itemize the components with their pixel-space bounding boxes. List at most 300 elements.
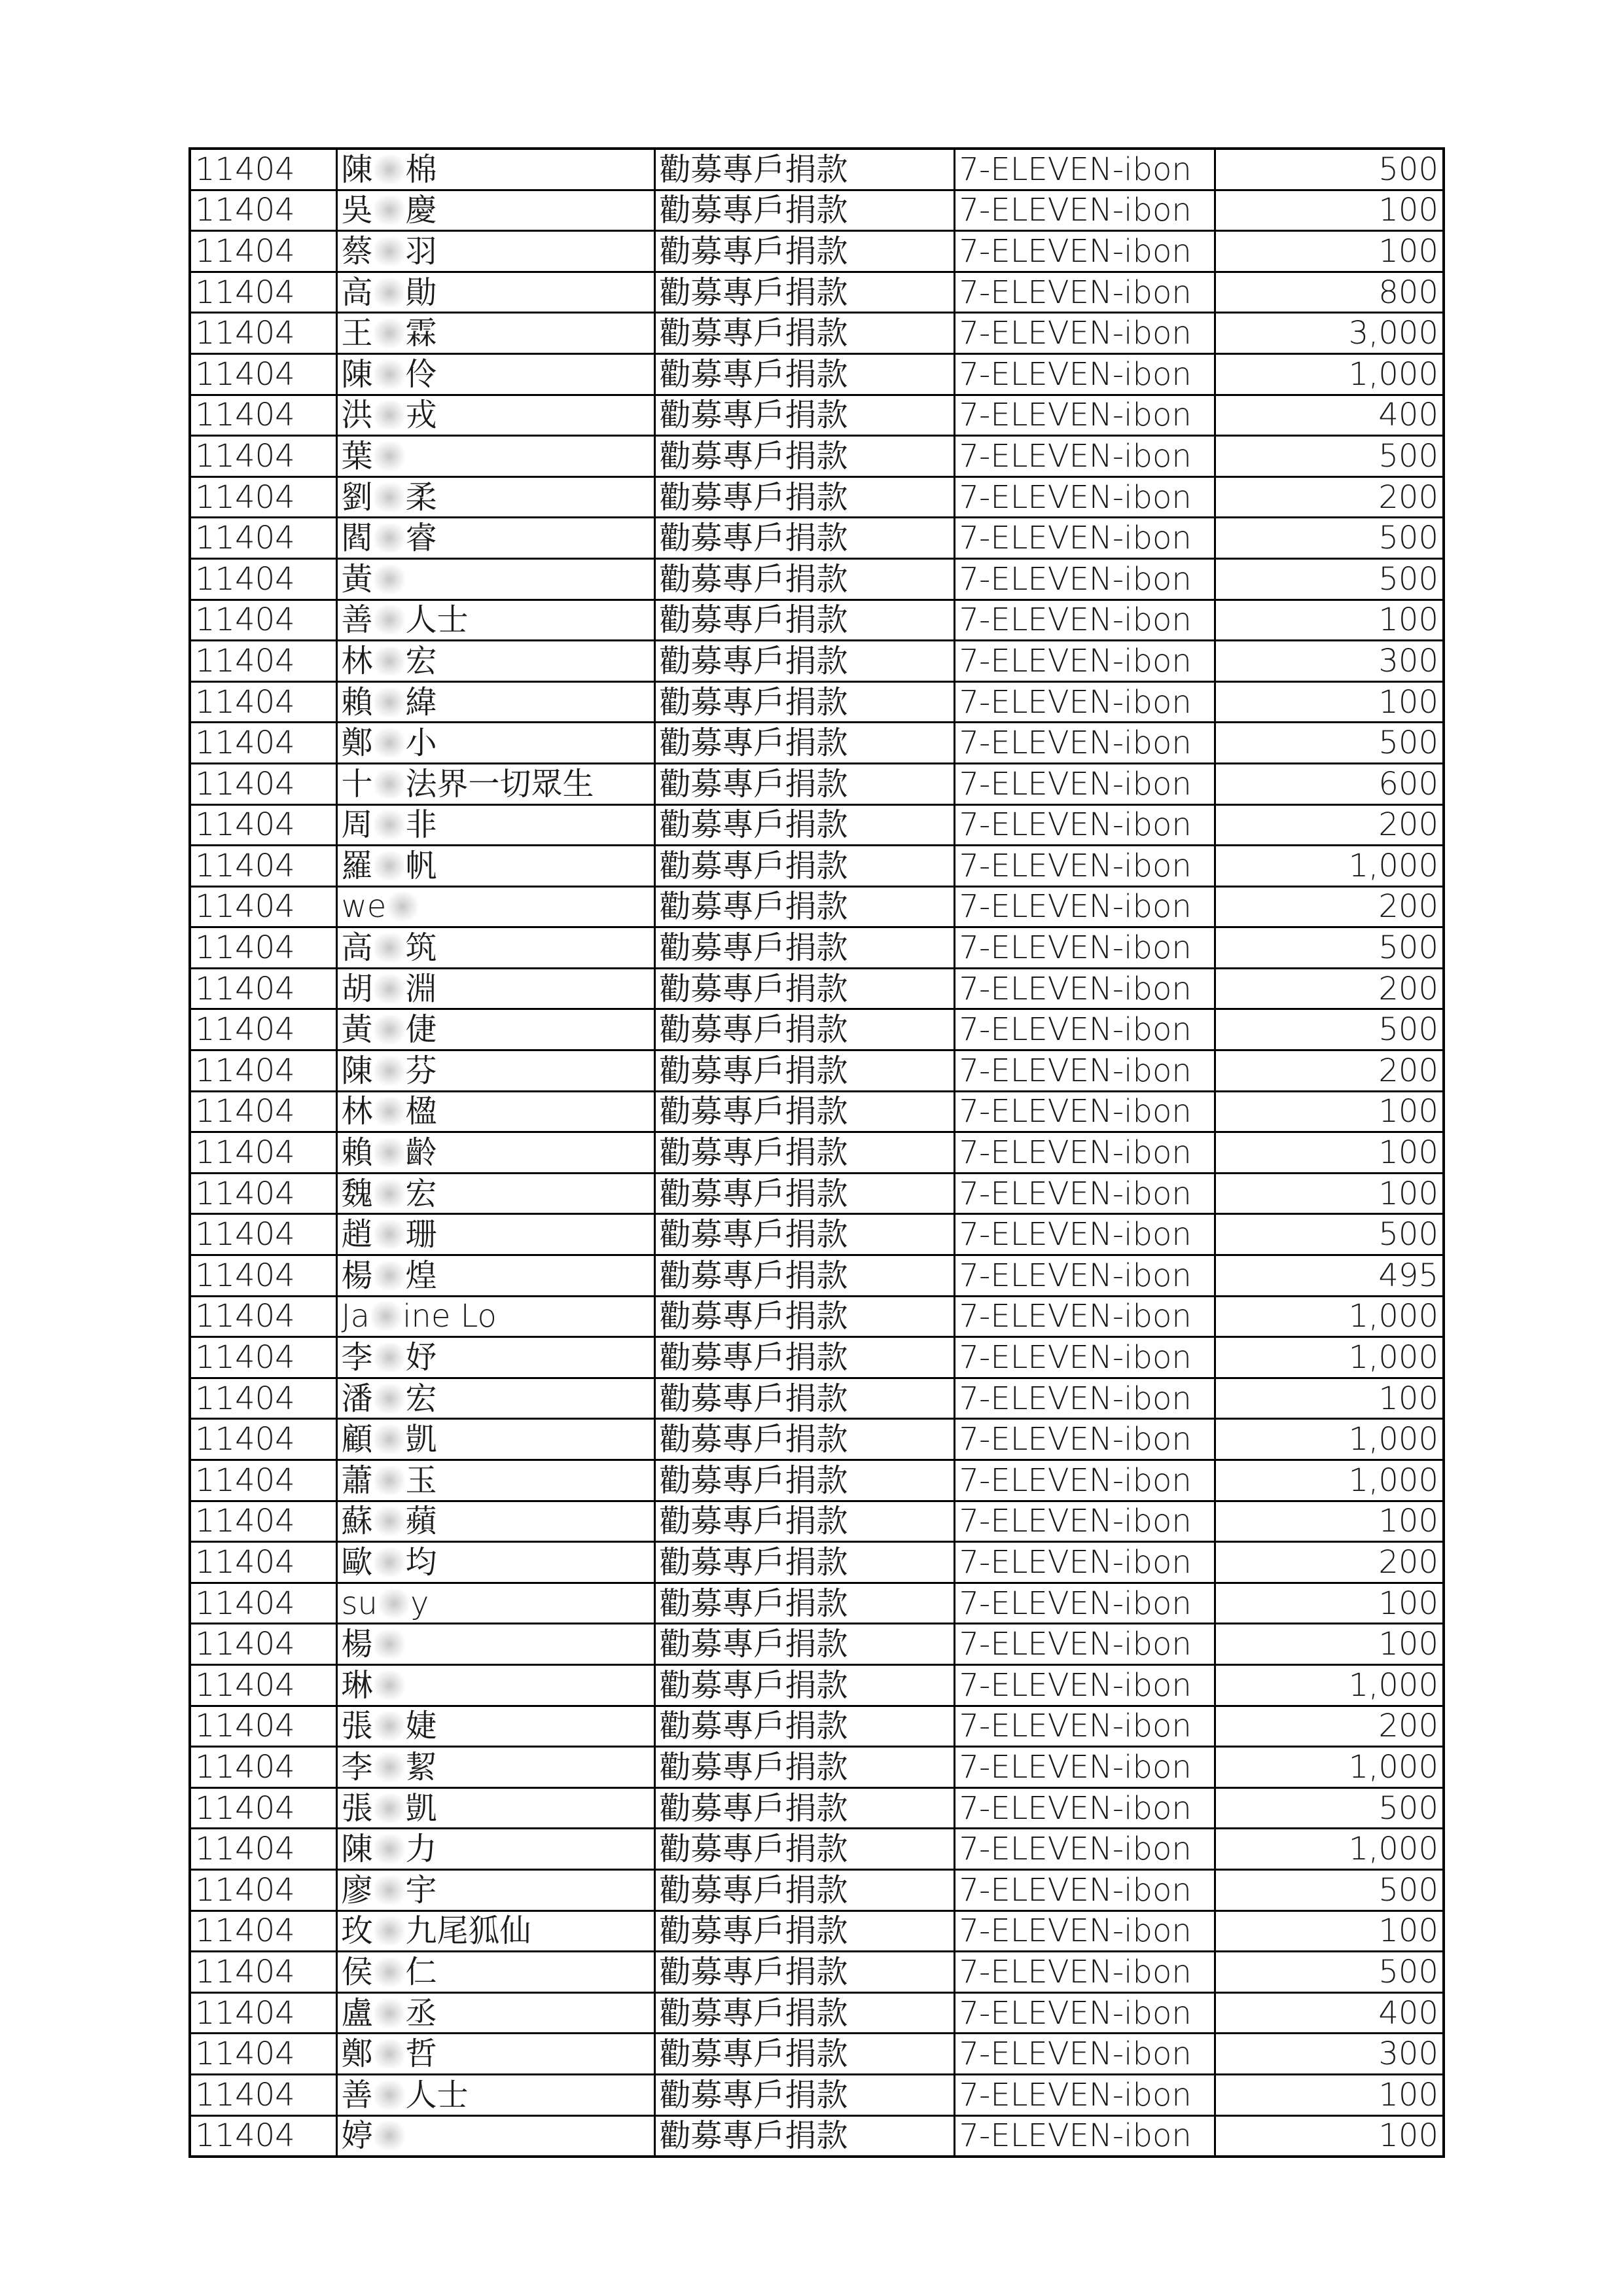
period-cell: 11404 xyxy=(190,600,336,641)
donation-type-cell: 勸募專戶捐款 xyxy=(654,1952,954,1993)
donation-type-cell: 勸募專戶捐款 xyxy=(654,231,954,272)
donor-name xyxy=(342,1872,437,1909)
period-cell: 11404 xyxy=(190,1542,336,1583)
donor-name xyxy=(342,438,406,475)
donor-name-first: 閻 xyxy=(341,520,373,557)
donation-ledger-table xyxy=(188,147,1445,2158)
table-row xyxy=(190,1337,1444,1378)
donor-name-first: 魏 xyxy=(341,1175,373,1212)
redaction-blur xyxy=(374,1876,404,1905)
payment-channel-cell: 7-ELEVEN-ibon xyxy=(954,1501,1215,1542)
redaction-blur xyxy=(374,688,404,717)
amount-cell: 400 xyxy=(1215,1992,1444,2034)
donor-name xyxy=(342,1175,437,1212)
payment-channel-cell: 7-ELEVEN-ibon xyxy=(954,395,1215,436)
amount-cell: 100 xyxy=(1215,681,1444,723)
payment-channel-cell: 7-ELEVEN-ibon xyxy=(954,1337,1215,1378)
period-cell: 11404 xyxy=(190,1664,336,1706)
donor-name-first: 陳 xyxy=(341,1831,373,1868)
amount-cell: 400 xyxy=(1215,395,1444,436)
donation-type-cell: 勸募專戶捐款 xyxy=(654,1009,954,1050)
donor-name xyxy=(342,1134,437,1171)
table-row xyxy=(190,846,1444,887)
payment-channel-cell: 7-ELEVEN-ibon xyxy=(954,1132,1215,1174)
period-cell: 11404 xyxy=(190,1255,336,1297)
donor-name-last: 絜 xyxy=(405,1748,437,1785)
donor-name-first: 羅 xyxy=(341,847,373,884)
period-cell: 11404 xyxy=(190,723,336,764)
donor-name-last: 九尾狐仙 xyxy=(405,1912,531,1950)
donor-name-cell xyxy=(336,1501,654,1542)
donation-type-cell: 勸募專戶捐款 xyxy=(654,1132,954,1174)
period-cell: 11404 xyxy=(190,1583,336,1624)
donor-name-last: 凱 xyxy=(405,1789,437,1827)
donor-name-cell xyxy=(336,681,654,723)
donor-name-last: 煌 xyxy=(405,1257,437,1294)
donor-name-first: 善 xyxy=(341,2076,373,2113)
donor-name-last: 玉 xyxy=(405,1462,437,1499)
period-cell: 11404 xyxy=(190,1337,336,1378)
redaction-blur xyxy=(374,1753,404,1782)
donor-name-last: 仁 xyxy=(405,1953,437,1990)
donor-name-cell xyxy=(336,353,654,395)
donor-name-last: 凱 xyxy=(405,1421,437,1458)
payment-channel-cell: 7-ELEVEN-ibon xyxy=(954,231,1215,272)
redaction-blur xyxy=(374,1384,404,1413)
payment-channel-cell: 7-ELEVEN-ibon xyxy=(954,1419,1215,1460)
donation-type-cell: 勸募專戶捐款 xyxy=(654,1214,954,1255)
period-cell: 11404 xyxy=(190,272,336,313)
redaction-blur xyxy=(374,319,404,348)
donation-type-cell: 勸募專戶捐款 xyxy=(654,272,954,313)
donor-name xyxy=(342,1421,437,1458)
donor-name-cell xyxy=(336,149,654,190)
period-cell: 11404 xyxy=(190,2074,336,2115)
redaction-blur xyxy=(374,1425,404,1454)
amount-cell: 200 xyxy=(1215,1542,1444,1583)
donor-name-cell xyxy=(336,641,654,682)
amount-cell: 1,000 xyxy=(1215,1460,1444,1501)
donor-name-first: 蔡 xyxy=(341,232,373,270)
amount-cell: 500 xyxy=(1215,518,1444,559)
donation-type-cell: 勸募專戶捐款 xyxy=(654,395,954,436)
payment-channel-cell: 7-ELEVEN-ibon xyxy=(954,1173,1215,1214)
amount-cell: 3,000 xyxy=(1215,313,1444,354)
donor-name-cell xyxy=(336,1091,654,1132)
donation-type-cell: 勸募專戶捐款 xyxy=(654,1419,954,1460)
period-cell: 11404 xyxy=(190,846,336,887)
donor-name-first: Ja xyxy=(341,1298,370,1335)
donor-name-first: 玫 xyxy=(341,1912,373,1950)
redaction-blur xyxy=(374,155,404,184)
payment-channel-cell: 7-ELEVEN-ibon xyxy=(954,1378,1215,1419)
period-cell: 11404 xyxy=(190,927,336,969)
redaction-blur xyxy=(374,1179,404,1208)
donor-name-first: 林 xyxy=(341,1093,373,1130)
donor-name-last: 筑 xyxy=(405,929,437,967)
period-cell: 11404 xyxy=(190,353,336,395)
payment-channel-cell: 7-ELEVEN-ibon xyxy=(954,1747,1215,1788)
donation-type-cell: 勸募專戶捐款 xyxy=(654,436,954,477)
donor-name xyxy=(342,684,437,721)
donor-name-last: 楹 xyxy=(405,1093,437,1130)
redaction-blur xyxy=(374,1097,404,1126)
table-row xyxy=(190,231,1444,272)
donor-name xyxy=(342,929,437,966)
donor-name-first: 陳 xyxy=(341,151,373,188)
table-row xyxy=(190,1542,1444,1583)
donor-name-cell xyxy=(336,723,654,764)
redaction-blur xyxy=(379,1589,409,1618)
donor-name-first: 廖 xyxy=(341,1871,373,1909)
donor-name-cell xyxy=(336,927,654,969)
donor-name xyxy=(342,356,437,393)
donor-name-first: 陳 xyxy=(341,1052,373,1089)
payment-channel-cell: 7-ELEVEN-ibon xyxy=(954,600,1215,641)
period-cell: 11404 xyxy=(190,1992,336,2034)
table-row xyxy=(190,804,1444,846)
period-cell: 11404 xyxy=(190,1009,336,1050)
donor-name xyxy=(342,1708,437,1744)
redaction-blur xyxy=(374,1507,404,1535)
donation-type-cell: 勸募專戶捐款 xyxy=(654,641,954,682)
donor-name-cell xyxy=(336,1747,654,1788)
amount-cell: 495 xyxy=(1215,1255,1444,1297)
table-row xyxy=(190,1296,1444,1337)
donation-type-cell: 勸募專戶捐款 xyxy=(654,1787,954,1829)
donor-name-last: 慶 xyxy=(405,192,437,229)
amount-cell: 1,000 xyxy=(1215,1296,1444,1337)
donation-type-cell: 勸募專戶捐款 xyxy=(654,804,954,846)
period-cell: 11404 xyxy=(190,558,336,600)
amount-cell: 1,000 xyxy=(1215,1419,1444,1460)
table-row xyxy=(190,1050,1444,1092)
amount-cell: 200 xyxy=(1215,1706,1444,1747)
donor-name-last: 芬 xyxy=(405,1052,437,1089)
redaction-blur xyxy=(374,2121,404,2150)
donor-name-last: 法界一切眾生 xyxy=(405,765,594,802)
amount-cell: 500 xyxy=(1215,1214,1444,1255)
redaction-blur xyxy=(374,852,404,880)
payment-channel-cell: 7-ELEVEN-ibon xyxy=(954,846,1215,887)
donor-name-first: 善 xyxy=(341,601,373,639)
donor-name-last: 力 xyxy=(405,1831,437,1868)
amount-cell: 100 xyxy=(1215,2115,1444,2157)
payment-channel-cell: 7-ELEVEN-ibon xyxy=(954,1706,1215,1747)
donor-name-first: su xyxy=(341,1585,378,1622)
donor-name-first: 鄭 xyxy=(341,2036,373,2073)
donor-name-last: 均 xyxy=(405,1543,437,1581)
period-cell: 11404 xyxy=(190,231,336,272)
donor-name-last: 伶 xyxy=(405,355,437,393)
amount-cell: 100 xyxy=(1215,1624,1444,1665)
redaction-blur xyxy=(374,647,404,675)
amount-cell: 200 xyxy=(1215,886,1444,927)
donor-name-first: 賴 xyxy=(341,1134,373,1172)
donor-name xyxy=(342,1954,437,1990)
table-row xyxy=(190,1009,1444,1050)
donor-name xyxy=(342,520,437,556)
donor-name xyxy=(342,1912,531,1949)
table-row xyxy=(190,1501,1444,1542)
payment-channel-cell: 7-ELEVEN-ibon xyxy=(954,723,1215,764)
period-cell: 11404 xyxy=(190,1460,336,1501)
donor-name xyxy=(342,1339,437,1376)
amount-cell: 500 xyxy=(1215,1869,1444,1910)
amount-cell: 1,000 xyxy=(1215,1829,1444,1870)
donor-name xyxy=(342,725,437,761)
donation-type-cell: 勸募專戶捐款 xyxy=(654,1910,954,1952)
donor-name-cell xyxy=(336,1992,654,2034)
donation-type-cell: 勸募專戶捐款 xyxy=(654,681,954,723)
donor-name-first: 洪 xyxy=(341,397,373,434)
table-row xyxy=(190,149,1444,190)
donor-name-last: 帆 xyxy=(405,847,437,884)
amount-cell: 100 xyxy=(1215,1173,1444,1214)
period-cell: 11404 xyxy=(190,1747,336,1788)
donor-name-last: ine Lo xyxy=(402,1298,497,1335)
donor-name xyxy=(342,1790,437,1827)
donor-name xyxy=(342,1503,437,1539)
donor-name xyxy=(342,1298,497,1335)
payment-channel-cell: 7-ELEVEN-ibon xyxy=(954,1050,1215,1092)
donor-name-first: 周 xyxy=(341,806,373,844)
payment-channel-cell: 7-ELEVEN-ibon xyxy=(954,1869,1215,1910)
table-row xyxy=(190,1869,1444,1910)
redaction-blur xyxy=(374,360,404,389)
donor-name-last: 宏 xyxy=(405,1380,437,1417)
table-row xyxy=(190,968,1444,1009)
redaction-blur xyxy=(374,278,404,307)
redaction-blur xyxy=(374,1056,404,1085)
period-cell: 11404 xyxy=(190,190,336,231)
table-row xyxy=(190,395,1444,436)
payment-channel-cell: 7-ELEVEN-ibon xyxy=(954,1624,1215,1665)
donor-name-first: 趙 xyxy=(341,1216,373,1253)
donor-name-cell xyxy=(336,395,654,436)
table-row xyxy=(190,2034,1444,2075)
donor-name-cell xyxy=(336,476,654,518)
amount-cell: 500 xyxy=(1215,436,1444,477)
period-cell: 11404 xyxy=(190,1829,336,1870)
period-cell: 11404 xyxy=(190,1296,336,1337)
donation-type-cell: 勸募專戶捐款 xyxy=(654,1624,954,1665)
donor-name-cell xyxy=(336,886,654,927)
period-cell: 11404 xyxy=(190,763,336,804)
donor-name-last: 齡 xyxy=(405,1134,437,1172)
donation-type-cell: 勸募專戶捐款 xyxy=(654,149,954,190)
amount-cell: 100 xyxy=(1215,1501,1444,1542)
table-row xyxy=(190,1952,1444,1993)
redaction-blur xyxy=(374,975,404,1003)
donation-type-cell: 勸募專戶捐款 xyxy=(654,1460,954,1501)
amount-cell: 500 xyxy=(1215,1009,1444,1050)
redaction-blur xyxy=(374,524,404,552)
donor-name-first: 黃 xyxy=(341,1011,373,1049)
redaction-blur xyxy=(374,1794,404,1823)
amount-cell: 300 xyxy=(1215,2034,1444,2075)
amount-cell: 1,000 xyxy=(1215,846,1444,887)
period-cell: 11404 xyxy=(190,804,336,846)
donor-name-first: 吳 xyxy=(341,192,373,229)
donation-type-cell: 勸募專戶捐款 xyxy=(654,2034,954,2075)
amount-cell: 100 xyxy=(1215,1378,1444,1419)
payment-channel-cell: 7-ELEVEN-ibon xyxy=(954,1091,1215,1132)
amount-cell: 100 xyxy=(1215,231,1444,272)
payment-channel-cell: 7-ELEVEN-ibon xyxy=(954,886,1215,927)
payment-channel-cell: 7-ELEVEN-ibon xyxy=(954,763,1215,804)
donor-name-last: 宇 xyxy=(405,1871,437,1909)
donor-name-cell xyxy=(336,1173,654,1214)
period-cell: 11404 xyxy=(190,1869,336,1910)
table-row xyxy=(190,1091,1444,1132)
donation-type-cell: 勸募專戶捐款 xyxy=(654,1542,954,1583)
donation-type-cell: 勸募專戶捐款 xyxy=(654,763,954,804)
donor-name-first: 琳 xyxy=(341,1666,373,1704)
donor-name-last: 緯 xyxy=(405,683,437,721)
donor-name-last: 人士 xyxy=(405,601,469,639)
payment-channel-cell: 7-ELEVEN-ibon xyxy=(954,641,1215,682)
period-cell: 11404 xyxy=(190,149,336,190)
redaction-blur xyxy=(374,237,404,266)
donor-name-first: 潘 xyxy=(341,1380,373,1417)
redaction-blur xyxy=(374,2039,404,2068)
amount-cell: 1,000 xyxy=(1215,353,1444,395)
donation-type-cell: 勸募專戶捐款 xyxy=(654,1378,954,1419)
period-cell: 11404 xyxy=(190,1050,336,1092)
donor-name-cell xyxy=(336,1255,654,1297)
amount-cell: 100 xyxy=(1215,1910,1444,1952)
donor-name-cell xyxy=(336,1910,654,1952)
donor-name-first: 楊 xyxy=(341,1257,373,1294)
donation-type-cell: 勸募專戶捐款 xyxy=(654,1706,954,1747)
donation-type-cell: 勸募專戶捐款 xyxy=(654,968,954,1009)
donor-name-cell xyxy=(336,2074,654,2115)
table-row xyxy=(190,1992,1444,2034)
table-row xyxy=(190,1255,1444,1297)
donor-name-cell xyxy=(336,2034,654,2075)
amount-cell: 200 xyxy=(1215,476,1444,518)
amount-cell: 300 xyxy=(1215,641,1444,682)
period-cell: 11404 xyxy=(190,2034,336,2075)
payment-channel-cell: 7-ELEVEN-ibon xyxy=(954,1992,1215,2034)
donor-name xyxy=(342,1749,437,1785)
donor-name xyxy=(342,192,437,228)
donation-type-cell: 勸募專戶捐款 xyxy=(654,723,954,764)
donor-name-cell xyxy=(336,1869,654,1910)
donor-name-cell xyxy=(336,231,654,272)
donor-name-first: 李 xyxy=(341,1339,373,1376)
amount-cell: 500 xyxy=(1215,149,1444,190)
donor-name-cell xyxy=(336,1583,654,1624)
table-row xyxy=(190,1624,1444,1665)
donation-type-cell: 勸募專戶捐款 xyxy=(654,1091,954,1132)
payment-channel-cell: 7-ELEVEN-ibon xyxy=(954,190,1215,231)
donor-name-first: 劉 xyxy=(341,478,373,516)
amount-cell: 500 xyxy=(1215,1952,1444,1993)
donation-type-cell: 勸募專戶捐款 xyxy=(654,1583,954,1624)
payment-channel-cell: 7-ELEVEN-ibon xyxy=(954,1787,1215,1829)
payment-channel-cell: 7-ELEVEN-ibon xyxy=(954,353,1215,395)
table-row xyxy=(190,1910,1444,1952)
period-cell: 11404 xyxy=(190,1173,336,1214)
period-cell: 11404 xyxy=(190,2115,336,2157)
donation-type-cell: 勸募專戶捐款 xyxy=(654,1829,954,1870)
table-row xyxy=(190,1378,1444,1419)
table-row xyxy=(190,681,1444,723)
donation-type-cell: 勸募專戶捐款 xyxy=(654,1337,954,1378)
donor-name-first: 盧 xyxy=(341,1994,373,2032)
amount-cell: 200 xyxy=(1215,1050,1444,1092)
donor-name-cell xyxy=(336,968,654,1009)
donor-name xyxy=(342,1667,406,1704)
payment-channel-cell: 7-ELEVEN-ibon xyxy=(954,1829,1215,1870)
payment-channel-cell: 7-ELEVEN-ibon xyxy=(954,1296,1215,1337)
amount-cell: 500 xyxy=(1215,723,1444,764)
donor-name xyxy=(342,274,437,311)
table-row xyxy=(190,2074,1444,2115)
payment-channel-cell: 7-ELEVEN-ibon xyxy=(954,313,1215,354)
period-cell: 11404 xyxy=(190,1378,336,1419)
donor-name xyxy=(342,561,406,598)
donor-name-cell xyxy=(336,1787,654,1829)
donor-name xyxy=(342,888,419,925)
donation-type-cell: 勸募專戶捐款 xyxy=(654,558,954,600)
donor-name xyxy=(342,1052,437,1089)
payment-channel-cell: 7-ELEVEN-ibon xyxy=(954,272,1215,313)
donor-name xyxy=(342,2117,406,2154)
redaction-blur xyxy=(374,2081,404,2109)
redaction-blur xyxy=(374,565,404,594)
donor-name-last: 戎 xyxy=(405,397,437,434)
donor-name-first: 高 xyxy=(341,929,373,967)
donation-type-cell: 勸募專戶捐款 xyxy=(654,1050,954,1092)
redaction-blur xyxy=(374,196,404,224)
donor-name-last: 柔 xyxy=(405,478,437,516)
period-cell: 11404 xyxy=(190,313,336,354)
period-cell: 11404 xyxy=(190,518,336,559)
table-row xyxy=(190,272,1444,313)
donor-name-last: 婕 xyxy=(405,1708,437,1745)
donor-name xyxy=(342,1831,437,1867)
donation-type-cell: 勸募專戶捐款 xyxy=(654,476,954,518)
table-row xyxy=(190,886,1444,927)
donation-type-cell: 勸募專戶捐款 xyxy=(654,1501,954,1542)
table-row xyxy=(190,353,1444,395)
table-row xyxy=(190,1214,1444,1255)
period-cell: 11404 xyxy=(190,1910,336,1952)
donor-name-last: 淵 xyxy=(405,970,437,1007)
table-row xyxy=(190,190,1444,231)
period-cell: 11404 xyxy=(190,395,336,436)
amount-cell: 500 xyxy=(1215,927,1444,969)
donation-type-cell: 勸募專戶捐款 xyxy=(654,600,954,641)
period-cell: 11404 xyxy=(190,681,336,723)
amount-cell: 100 xyxy=(1215,2074,1444,2115)
donation-type-cell: 勸募專戶捐款 xyxy=(654,1664,954,1706)
donor-name-cell xyxy=(336,1378,654,1419)
donor-name-cell xyxy=(336,1214,654,1255)
table-row xyxy=(190,1747,1444,1788)
period-cell: 11404 xyxy=(190,1787,336,1829)
donor-name xyxy=(342,2077,469,2113)
donation-type-cell: 勸募專戶捐款 xyxy=(654,2115,954,2157)
amount-cell: 500 xyxy=(1215,558,1444,600)
donor-name-last: y xyxy=(410,1585,429,1622)
period-cell: 11404 xyxy=(190,886,336,927)
donor-name-cell xyxy=(336,600,654,641)
redaction-blur xyxy=(374,1138,404,1167)
